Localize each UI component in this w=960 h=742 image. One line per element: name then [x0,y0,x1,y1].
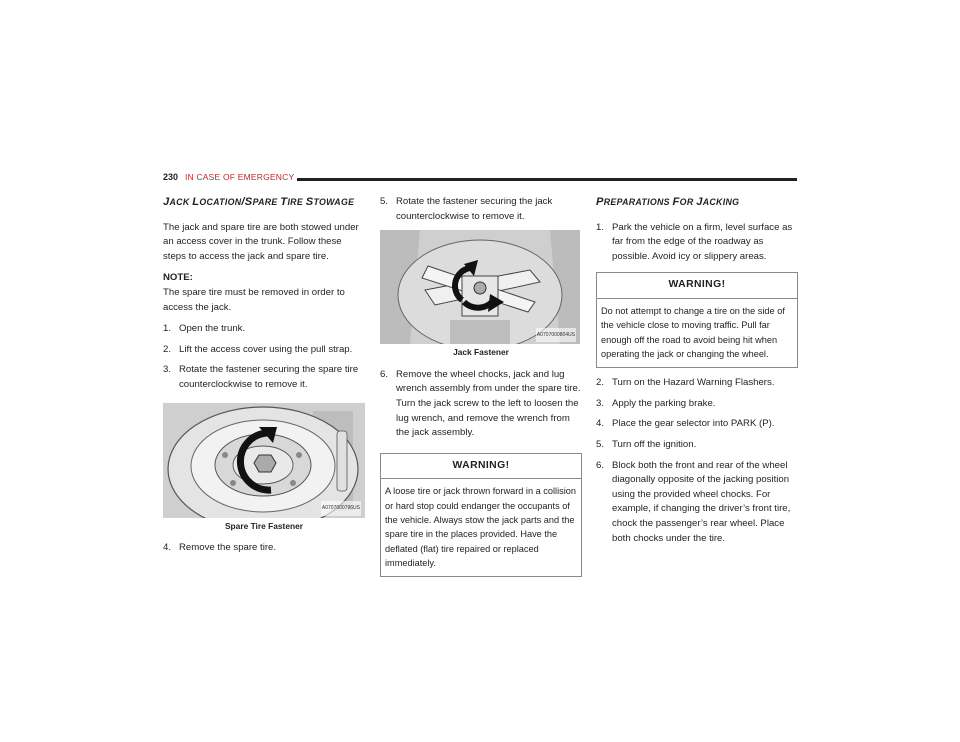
warning-text: A loose tire or jack thrown forward in a collision or hard stop could endanger the occupants of the vehicle. Always stow the jack parts and the spare tire in the places provided. Have the deflated (flat) tire repaired or replaced immediately. [385,486,576,568]
step-item: 2. Lift the access cover using the pull strap. [163,343,353,355]
section-title: IN CASE OF EMERGENCY [185,172,295,182]
column-right [596,195,798,552]
column-left [163,195,365,562]
figure-caption: Spare Tire Fastener [224,520,304,531]
column-middle [380,195,582,585]
warning-box [380,453,582,577]
spare-tire-figure [163,403,365,518]
step-item: 5. Turn off the ignition. [596,438,697,450]
step-item: 6. Block both the front and rear of the wheel diagonally opposite of the jacking position using the provided wheel chocks. For example, if changing the driver’s front tire, chock the passenger’s rear wheel. Place both chocks under the tire. [596,459,791,544]
heading-preparations: PREPARATIONS FOR JACKING [596,196,740,208]
step-item: 6. Remove the wheel chocks, jack and lug wrench assembly from under the spare tire. Turn the jack screw to the left to loosen the lug wrench, and remove the wrench from the jack assembly. [380,368,581,439]
jack-fastener-figure [380,230,580,344]
page-number: 230 [163,172,179,182]
figure-caption: Jack Fastener [453,347,509,358]
warning-box [596,272,798,368]
step-item: 5. Rotate the fastener securing the jack counterclockwise to remove it. [380,196,553,222]
figure-code: A0707000796US [321,501,361,516]
page-header [163,172,797,186]
warning-title: WARNING! [381,454,581,480]
step-item: 2. Turn on the Hazard Warning Flashers. [596,377,775,389]
step-item: 1. Open the trunk. [163,323,246,335]
step-item: 4. Place the gear selector into PARK (P). [596,418,775,430]
step-item: 3. Rotate the fastener securing the spare tire counterclockwise to remove it. [163,364,359,390]
figure-code: A0707000804US [536,328,576,343]
note-label: NOTE: [163,272,193,284]
heading-jack-location: JACK LOCATION/SPARE TIRE STOWAGE [163,196,355,208]
warning-title: WARNING! [597,273,797,299]
step-item: 4. Remove the spare tire. [163,542,277,554]
header-rule [297,178,797,181]
warning-text: Do not attempt to change a tire on the side of the vehicle close to moving traffic. Pull far enough off the road to avoid being hit when operating the jack or changing the wheel. [601,305,785,359]
step-item: 3. Apply the parking brake. [596,397,716,409]
step-item: 1. Park the vehicle on a firm, level surface as far from the edge of the roadway as possible. Avoid icy or slippery areas. [596,221,793,262]
intro-paragraph: The jack and spare tire are both stowed under an access cover in the trunk. Follow these steps to access the jack and spare tire. [163,221,359,262]
note [163,271,365,315]
note-text: The spare tire must be removed in order to access the jack. [163,286,345,313]
